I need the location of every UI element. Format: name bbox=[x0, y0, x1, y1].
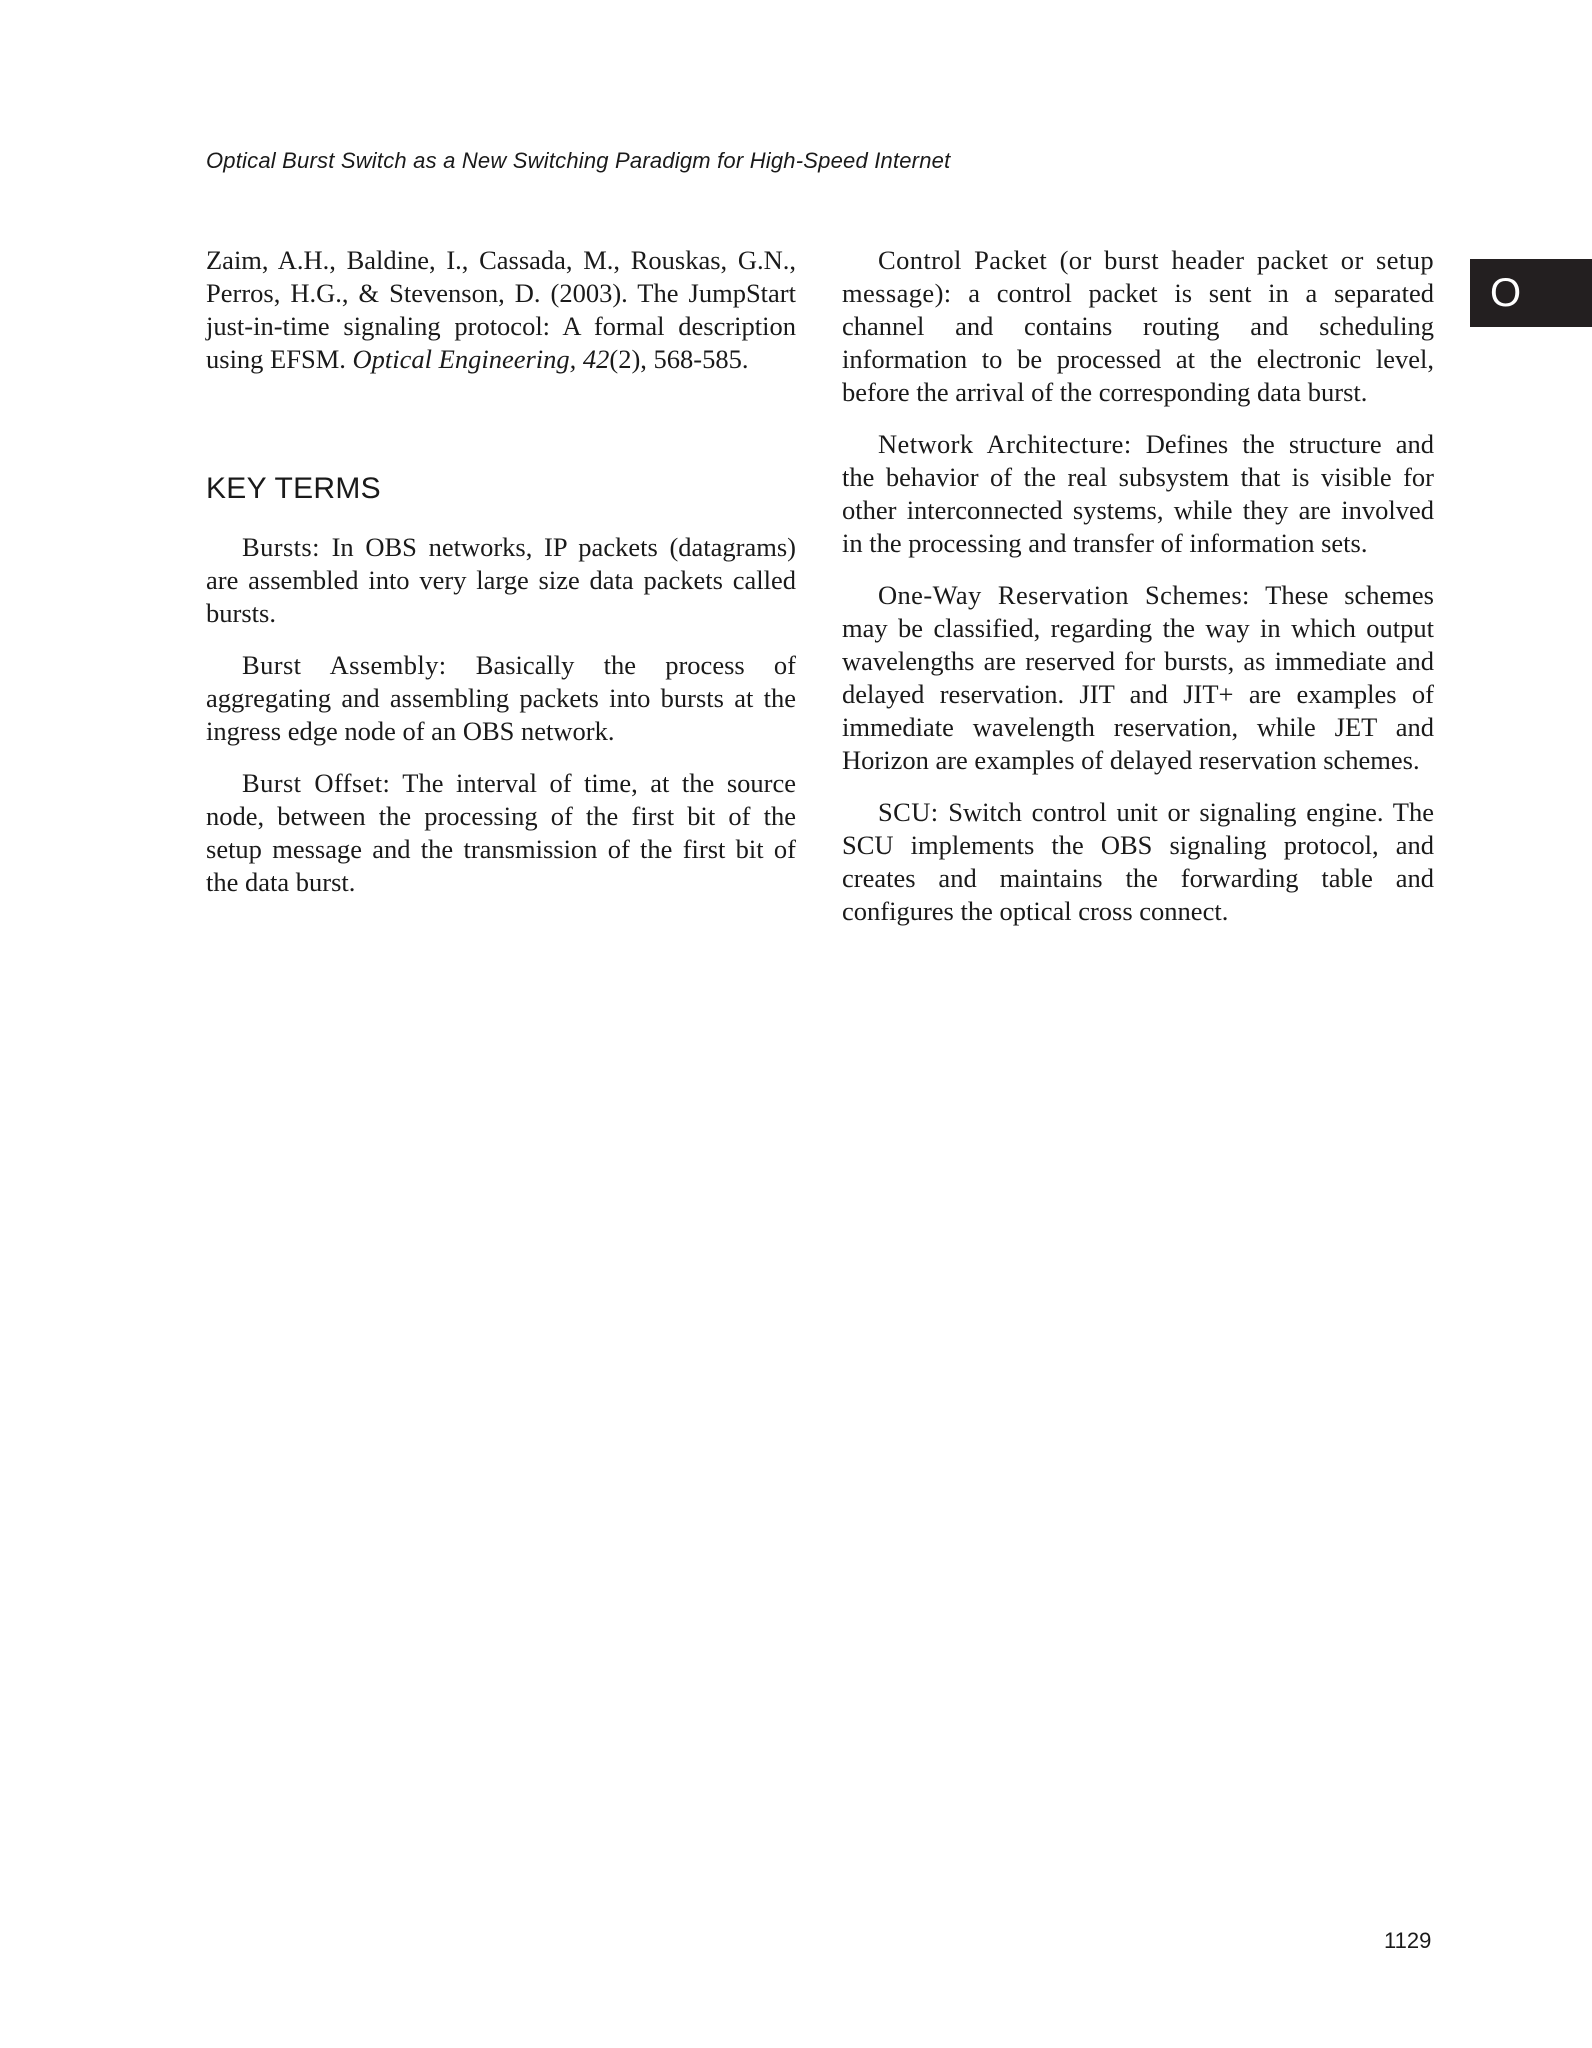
term-entry-one-way-reservation bbox=[842, 579, 1434, 777]
page-number: 1129 bbox=[1384, 1928, 1432, 1953]
term-definition: Switch control unit or signaling engine. The SCU implements the OBS signaling protocol, and creates and maintains the forwarding table and configures the optical cross connect. bbox=[842, 797, 1434, 926]
term-name: One-Way Reservation Schemes: bbox=[878, 580, 1250, 610]
term-entry-burst-offset bbox=[206, 767, 796, 899]
term-entry-network-architecture bbox=[842, 428, 1434, 560]
term-name: Burst Assembly: bbox=[242, 650, 447, 680]
right-column bbox=[842, 244, 1434, 947]
term-entry-scu bbox=[842, 796, 1434, 928]
term-name: Network Architecture: bbox=[878, 429, 1132, 459]
reference-issue-pages: (2), 568-585. bbox=[609, 344, 749, 374]
term-name: Burst Offset: bbox=[242, 768, 391, 798]
term-definition: a control packet is sent in a separated channel and contains routing and scheduling information to be processed at the electronic level, before the arrival of the corresponding data burst. bbox=[842, 278, 1435, 407]
term-definition: In OBS networks, IP packets (datagrams) are assembled into very large size data packets called bursts. bbox=[206, 532, 796, 628]
term-name: Control Packet (or burst header packet or setup message): bbox=[842, 245, 1434, 308]
reference-journal: Optical Engineering, 42 bbox=[352, 344, 610, 374]
reference-entry bbox=[206, 244, 796, 376]
term-entry-bursts bbox=[206, 531, 796, 630]
term-name: Bursts: bbox=[242, 532, 320, 562]
term-definition: Basically the process of aggregating and assembling packets into bursts at the ingress edge node of an OBS network. bbox=[206, 650, 797, 746]
term-entry-burst-assembly bbox=[206, 649, 796, 748]
term-definition: These schemes may be classified, regarding the way in which output wavelengths are reserved for bursts, as immediate and delayed reservation. JIT and JIT+ are examples of immediate wavelength reservation, while JET and Horizon are examples of delayed reservation schemes. bbox=[842, 580, 1434, 775]
running-header: Optical Burst Switch as a New Switching Paradigm for High-Speed Internet bbox=[206, 148, 951, 173]
left-column bbox=[206, 244, 796, 918]
reference-authors: Zaim, A.H., Baldine, I., Cassada, M., Rouskas, G.N., Perros, H.G., & Stevenson, D. (2003). The JumpStart just-in-time signaling protocol: A formal description using EFSM. bbox=[206, 245, 796, 374]
term-name: SCU: bbox=[878, 797, 939, 827]
term-entry-control-packet bbox=[842, 244, 1434, 409]
term-definition: The interval of time, at the source node, between the processing of the first bit of the setup message and the transmission of the first bit of the data burst. bbox=[206, 768, 796, 897]
section-thumb-tab: O bbox=[1470, 259, 1592, 327]
term-definition: Defines the structure and the behavior of the real subsystem that is visible for other interconnected systems, while they are involved in the processing and transfer of information sets. bbox=[842, 429, 1434, 558]
key-terms-heading: KEY TERMS bbox=[206, 472, 381, 505]
